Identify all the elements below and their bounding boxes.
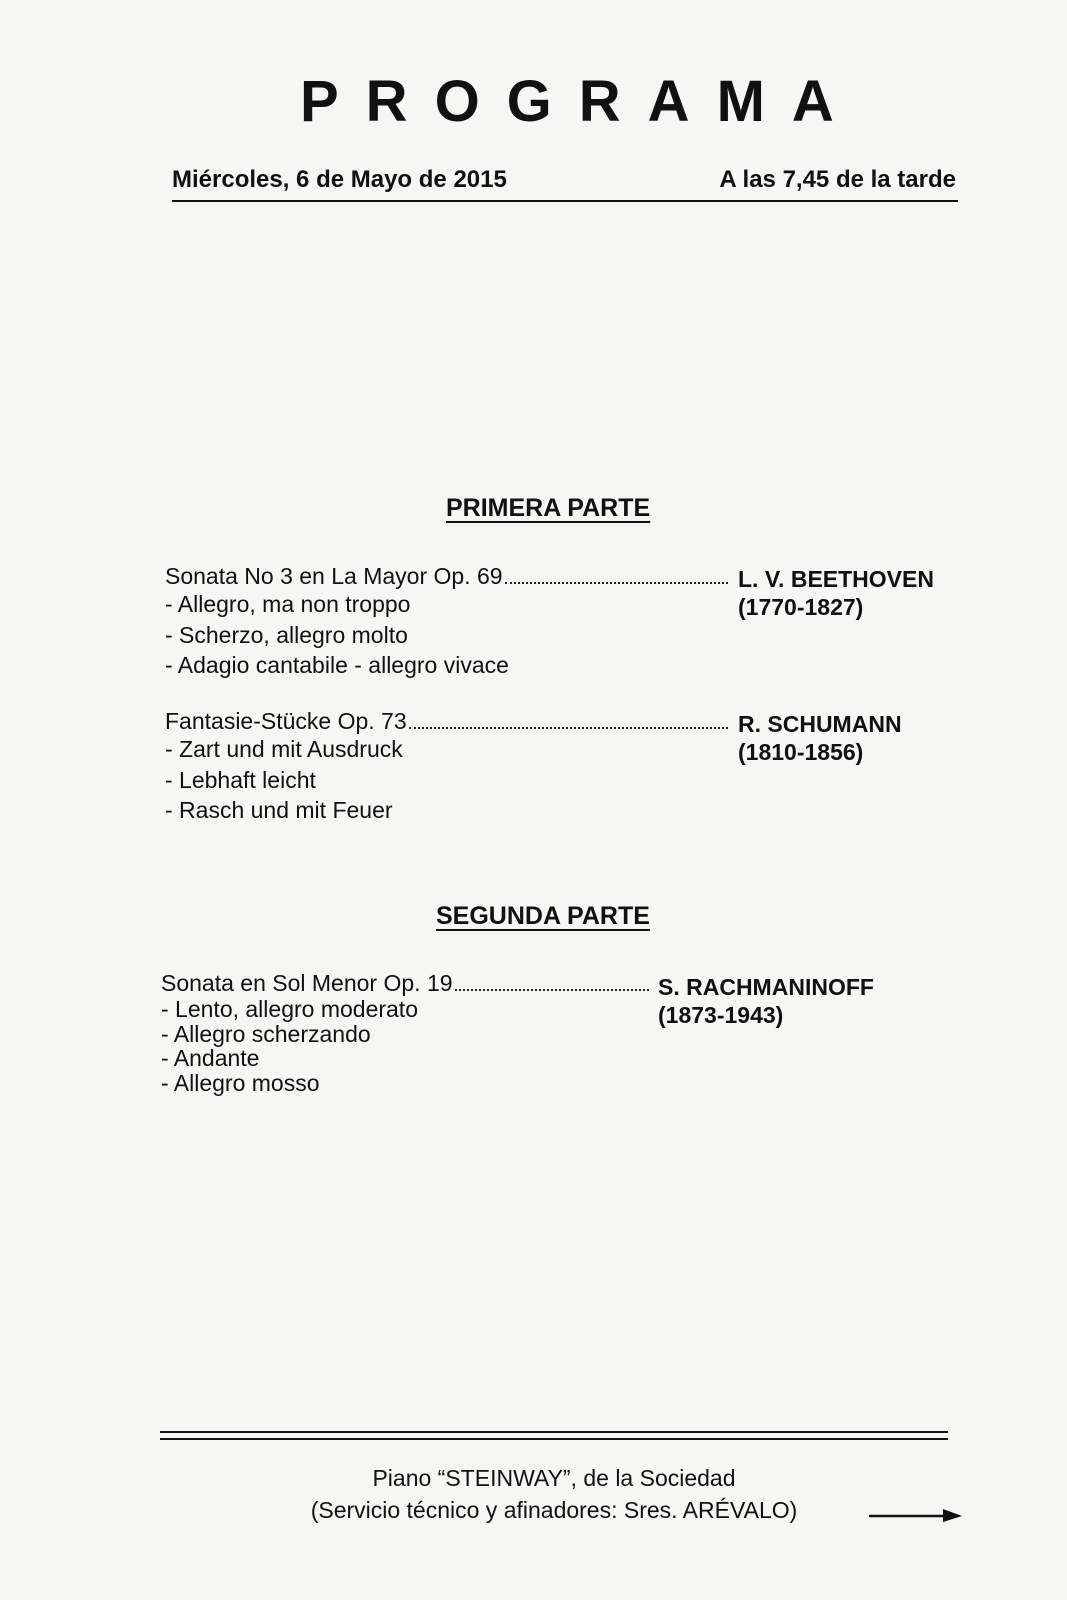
movement-item: - Allegro, ma non troppo: [165, 591, 411, 617]
concert-time: A las 7,45 de la tarde: [719, 166, 956, 193]
work-title-line: [165, 563, 732, 590]
arrow-right-icon: [867, 1506, 963, 1524]
composer-block: [738, 710, 902, 766]
work-title-line: [161, 970, 653, 997]
movement-item: - Scherzo, allegro molto: [165, 621, 408, 648]
footer-divider-bottom: [160, 1438, 948, 1440]
movement-list: [165, 589, 509, 681]
footer-divider-top: [160, 1431, 948, 1433]
leader-dots: [455, 989, 649, 991]
movement-item: - Rasch und mit Feuer: [165, 797, 393, 823]
movement-item: - Lento, allegro moderato: [161, 996, 418, 1022]
composer-name: S. RACHMANINOFF: [658, 974, 874, 1000]
leader-dots: [505, 582, 728, 584]
movement-list: [165, 734, 403, 826]
footer-piano-note: Piano “STEINWAY”, de la Sociedad: [372, 1465, 736, 1491]
movement-item: - Adagio cantabile - allegro vivace: [165, 652, 509, 678]
composer-dates: (1810-1856): [738, 739, 864, 765]
movement-item: - Zart und mit Ausdruck: [165, 736, 403, 762]
section-heading-primera: PRIMERA PARTE: [446, 494, 651, 522]
footer-service-note: (Servicio técnico y afinadores: Sres. ARÉVALO): [310, 1497, 798, 1523]
movement-item: - Lebhaft leicht: [165, 766, 316, 793]
concert-info-row: [172, 166, 956, 194]
composer-block: [658, 973, 874, 1029]
movement-item: - Andante: [161, 1045, 260, 1071]
composer-dates: (1770-1827): [738, 594, 864, 620]
work-title: Fantasie-Stücke Op. 73: [165, 708, 407, 734]
leader-dots: [409, 727, 728, 729]
work-title: Sonata en Sol Menor Op. 19: [161, 970, 453, 996]
section-heading-segunda: SEGUNDA PARTE: [436, 902, 650, 930]
movement-item: - Allegro mosso: [161, 1069, 320, 1096]
work-title: Sonata No 3 en La Mayor Op. 69: [165, 563, 503, 589]
program-title: PROGRAMA: [300, 69, 861, 134]
movement-item: - Allegro scherzando: [161, 1020, 371, 1047]
concert-date: Miércoles, 6 de Mayo de 2015: [172, 166, 507, 193]
work-title-line: [165, 708, 732, 735]
composer-name: R. SCHUMANN: [738, 711, 902, 737]
composer-block: [738, 565, 934, 621]
movement-list: [161, 997, 418, 1095]
header-divider: [172, 200, 958, 202]
composer-dates: (1873-1943): [658, 1002, 784, 1028]
composer-name: L. V. BEETHOVEN: [738, 566, 934, 592]
